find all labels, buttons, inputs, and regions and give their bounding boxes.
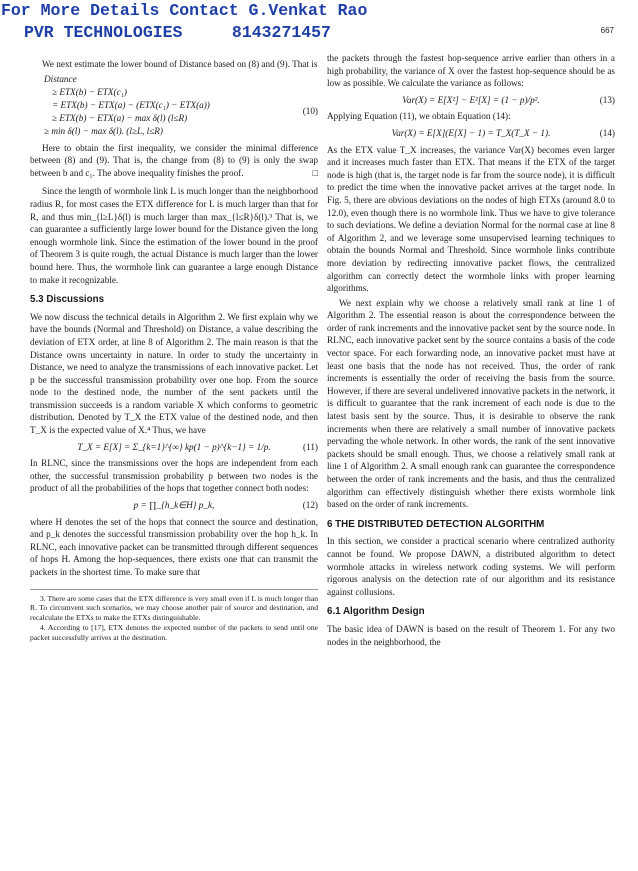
section-heading: 6 THE DISTRIBUTED DETECTION ALGORITHM: [327, 518, 545, 530]
equation-14: [327, 127, 615, 140]
paragraph: [30, 142, 318, 180]
footnotes: [30, 589, 318, 643]
paragraph: We next explain why we choose a relatively small rank at line 1 of Algorithm 2. The essential reason is about the correspondence between the order of rank increments and the innovative packet sent by the source node. In RLNC, each innovative packet sent by the source contains a basis of the code vector space. For each forwarding node, an innovative packet must have at least one basis that the node has not received. Thus, the order of rank increments is essentially the order of receiving the basis from the source. However, if there are several undelivered innovative packets in the network, it is difficult to guarantee that the rank increment of each node is due to the latest basis sent by the source. Thus, it is desirable to observe the rank increments when there are relatively a small number of innovative packets pervading the whole network. In other words, the rank of the sent innovative packets should be small enough. Thus, we choose a relatively small rank at line 1 of Algorithm 2. A small enough rank can guarantee the correspondence between the order of rank increments and the basis, and thus the centralized algorithm can effectively distinguish whether there exists wormhole link based on the order of rank increments.: [327, 297, 615, 510]
banner-line-2: PVR TECHNOLOGIES 8143271457: [24, 23, 331, 42]
paragraph: As the ETX value T_X increases, the variance Var(X) becomes even larger and it increases much faster than ETX. That means if the ETX of the target node is high (that is, the target node is far from the source node), it is difficult to predict the time when the innovative packet arrives at the target node. In Fig. 5, there are obvious deviations on the nodes of high ETXs (around 8.0 to 12.0), even though there is no wormhole link. Thus we have to give tolerance to such deviations. We define a deviation Normal for the normal case at line 8 of Algorithm 2, and we leverage some unsupervised learning techniques to obtain the bounds Normal and Threshold. Since wormhole links contribute more deviation by redirecting innovative packet flows, the centralized algorithm can correctly detect the wormhole links with proper learning algorithms.: [327, 144, 615, 294]
equation-text: Var(X) = E[X](E[X] − 1) = T_X(T_X − 1).: [391, 127, 551, 138]
equation-11: [30, 441, 318, 454]
paragraph: We now discuss the technical details in Algorithm 2. We first explain why we have the bounds (Normal and Threshold) on Distance, a value describing the deviation of ETX order, at line 8 of Algorithm 2. The main reason is that the Distance owns uncertainty in nature. In order to study the uncertainty in Distance, we need to analyze the transmissions of each innovative packet. Let p be the successful transmission probability over one hop. From the source node to the destined node, the number of the sent packets until the transmission succeeds is a random variable X which conforms to geometric distribution. Denoted by T_X the ETX value of the destined node, and then T_X is the expected value of X.⁴ Thus, we have: [30, 311, 318, 436]
equation-12: [30, 499, 318, 512]
paragraph: Since the length of wormhole link L is much longer than the neighborhood radius R, for most cases the ETX difference for L is much larger than that for R, and thus min_{l≥L}δ(l) is much larger than max_{l≤R}δ(l).³ That is, we can guarantee a sufficiently large lower bound for the Distance given the long enough wormhole link. Since the estimation of the lower bound in the proof of Theorem 3 is quite rough, the actual Distance is much larger than the lower bound here. Thus, the wormhole link can guarantee a large enough Distance to make it recognizable.: [30, 186, 318, 285]
deriv-line: ≥ ETX(b) − ETX(a) − max δ(l) (l≤R): [52, 112, 188, 123]
footnote: 4. According to [17], ETX denotes the expected number of the packets to send until one packet successfully arrives at the destination.: [30, 623, 318, 642]
equation-number: (10): [302, 105, 318, 116]
deriv-line: ≥ ETX(b) − ETX(c₁): [52, 86, 127, 97]
banner-line-1: For More Details Contact G.Venkat Rao: [1, 1, 368, 20]
paragraph: We next estimate the lower bound of Distance based on (8) and (9). That is: [42, 59, 318, 69]
deriv-line: ≥ min δ(l) − max δ(l). (l≥L, l≤R): [44, 125, 163, 136]
paragraph: In RLNC, since the transmissions over the hops are independent from each other, the successful transmission probability p between two nodes is the product of all the probabilities of the hops that together connect both nodes:: [30, 458, 318, 494]
qed-symbol: □: [312, 167, 318, 178]
equation-text: p = ∏_{h_k∈H} p_k,: [133, 500, 215, 511]
right-column: [327, 52, 615, 650]
paragraph: Applying Equation (11), we obtain Equation (14):: [327, 111, 511, 122]
deriv-line: Distance: [44, 73, 77, 84]
deriv-line: = ETX(b) − ETX(a) − (ETX(c₁) − ETX(a)): [52, 99, 210, 110]
derivation-10: [44, 73, 318, 138]
paragraph: The basic idea of DAWN is based on the result of Theorem 1. For any two nodes in the neighborhood, the: [327, 623, 615, 647]
equation-text: T_X = E[X] = Σ_{k=1}^{∞} kp(1 − p)^{k−1} = 1/p.: [77, 441, 271, 452]
footnote: 3. There are some cases that the ETX difference is very small even if L is much longer than R. To circumvent such scenarios, we may choose another pair of source and destination, and recalculate the ETXs to make the ETXs distinguishable.: [30, 593, 318, 622]
contact-banner: [0, 0, 368, 44]
equation-number: (11): [303, 441, 318, 452]
equation-13: [327, 94, 615, 107]
equation-number: (14): [599, 127, 615, 138]
equation-text: Var(X) = E[X²] − E²[X] = (1 − p)/p².: [402, 94, 540, 105]
paragraph: where H denotes the set of the hops that connect the source and destination, and p_k denotes the successful transmission probability over the hop h_k. In RLNC, each innovative packet can be transmitted through different sequences of hops H. Among the hop-sequences, there exists one that can transmit the packets in the shortest time. To make sure that: [30, 516, 318, 577]
subsection-heading: 6.1 Algorithm Design: [327, 606, 425, 618]
paragraph: In this section, we consider a practical scenario where centralized authority cannot be found. We propose DAWN, a distributed algorithm to detect wormhole attacks in wireless network coding systems. We will perform rigorous analysis on the detection rate of our algorithm and its resistance against collusions.: [327, 536, 615, 597]
proof-text: Here to obtain the first inequality, we consider the minimal difference between (8) and (9). That is, the change from (8) to (9) is only the swap between b and c₁. The above inequality finishes the proof.: [30, 142, 318, 178]
paragraph: the packets through the fastest hop-sequence arrive earlier than others in a high probability, the variance of X over the fastest hop-sequence should be as low as possible. We calculate the variance as follows:: [327, 53, 615, 89]
left-column: [30, 52, 318, 644]
equation-number: (13): [599, 94, 615, 105]
section-heading: 5.3 Discussions: [30, 294, 105, 306]
equation-number: (12): [302, 500, 318, 511]
page-number: 667: [600, 26, 614, 35]
